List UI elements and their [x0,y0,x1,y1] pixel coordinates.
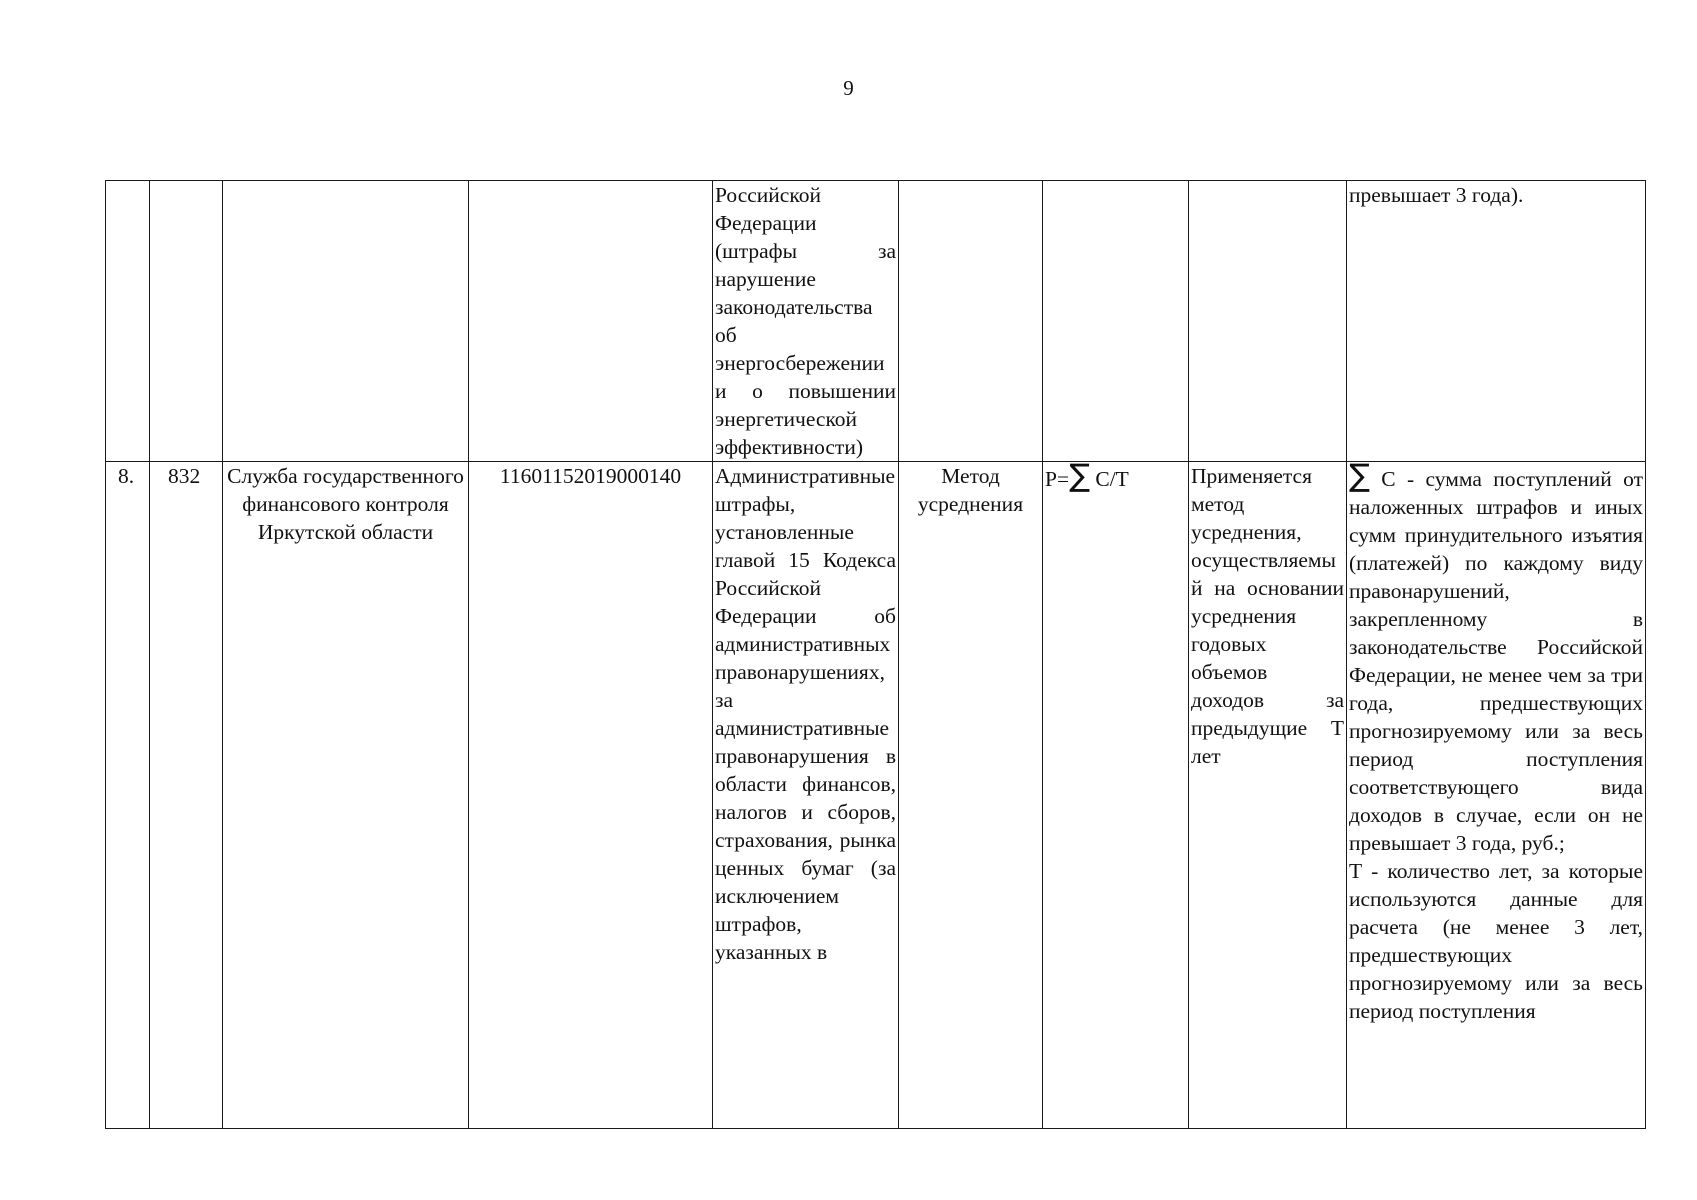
cell-method: Метод усреднения [899,462,1043,1129]
cell-formula [1043,462,1189,1129]
sigma-symbol: ∑ [1349,461,1370,494]
cell-org [223,181,469,462]
cell-code: 832 [150,462,223,1129]
cell-method [899,181,1043,462]
formula-prefix: P= [1045,467,1070,491]
table-row-continuation [106,181,1646,462]
cell-note: превышает 3 года). [1347,181,1646,462]
cell-kbk: 11601152019000140 [469,462,713,1129]
cell-code [150,181,223,462]
note-sum-text: C - сумма поступлений от наложенных штрафов и иных сумм принудительного изъятия (платежей) по каждому виду правонарушений, закрепленному в законодательстве Российской Федерации, не менее чем за три года, предшествующих прогнозируемому или за весь период поступления соответствующего вида доходов в случае, если он не превышает 3 года, руб.; [1349,467,1643,855]
cell-description: Административные штрафы, установленные главой 15 Кодекса Российской Федерации об административных правонарушениях, за административные правонарушения в области финансов, налогов и сборов, страхования, рынка ценных бумаг (за исключением штрафов, указанных в [713,462,899,1129]
revenue-forecast-table [105,180,1646,1129]
note-sum-definition [1349,462,1643,857]
cell-num [106,181,150,462]
cell-method-description: Применяется метод усреднения, осуществляемый на основании усреднения годовых объемов доходов за предыдущие Т лет [1189,462,1347,1129]
cell-note [1347,462,1646,1129]
cell-method-description [1189,181,1347,462]
cell-formula [1043,181,1189,462]
cell-org: Служба государственного финансового контроля Иркутской области [223,462,469,1129]
table-row-8 [106,462,1646,1129]
page-number: 9 [843,76,854,100]
cell-num: 8. [106,462,150,1129]
cell-kbk [469,181,713,462]
sigma-symbol: ∑ [1069,461,1090,494]
note-t-definition: Т - количество лет, за которые используются данные для расчета (не менее 3 лет, предшествующих прогнозируемому или за весь период поступления [1349,859,1643,1023]
cell-description: Российской Федерации (штрафы за нарушение законодательства об энергосбережении и о повышении энергетической эффективности) [713,181,899,462]
formula-rest: C/T [1089,467,1129,491]
